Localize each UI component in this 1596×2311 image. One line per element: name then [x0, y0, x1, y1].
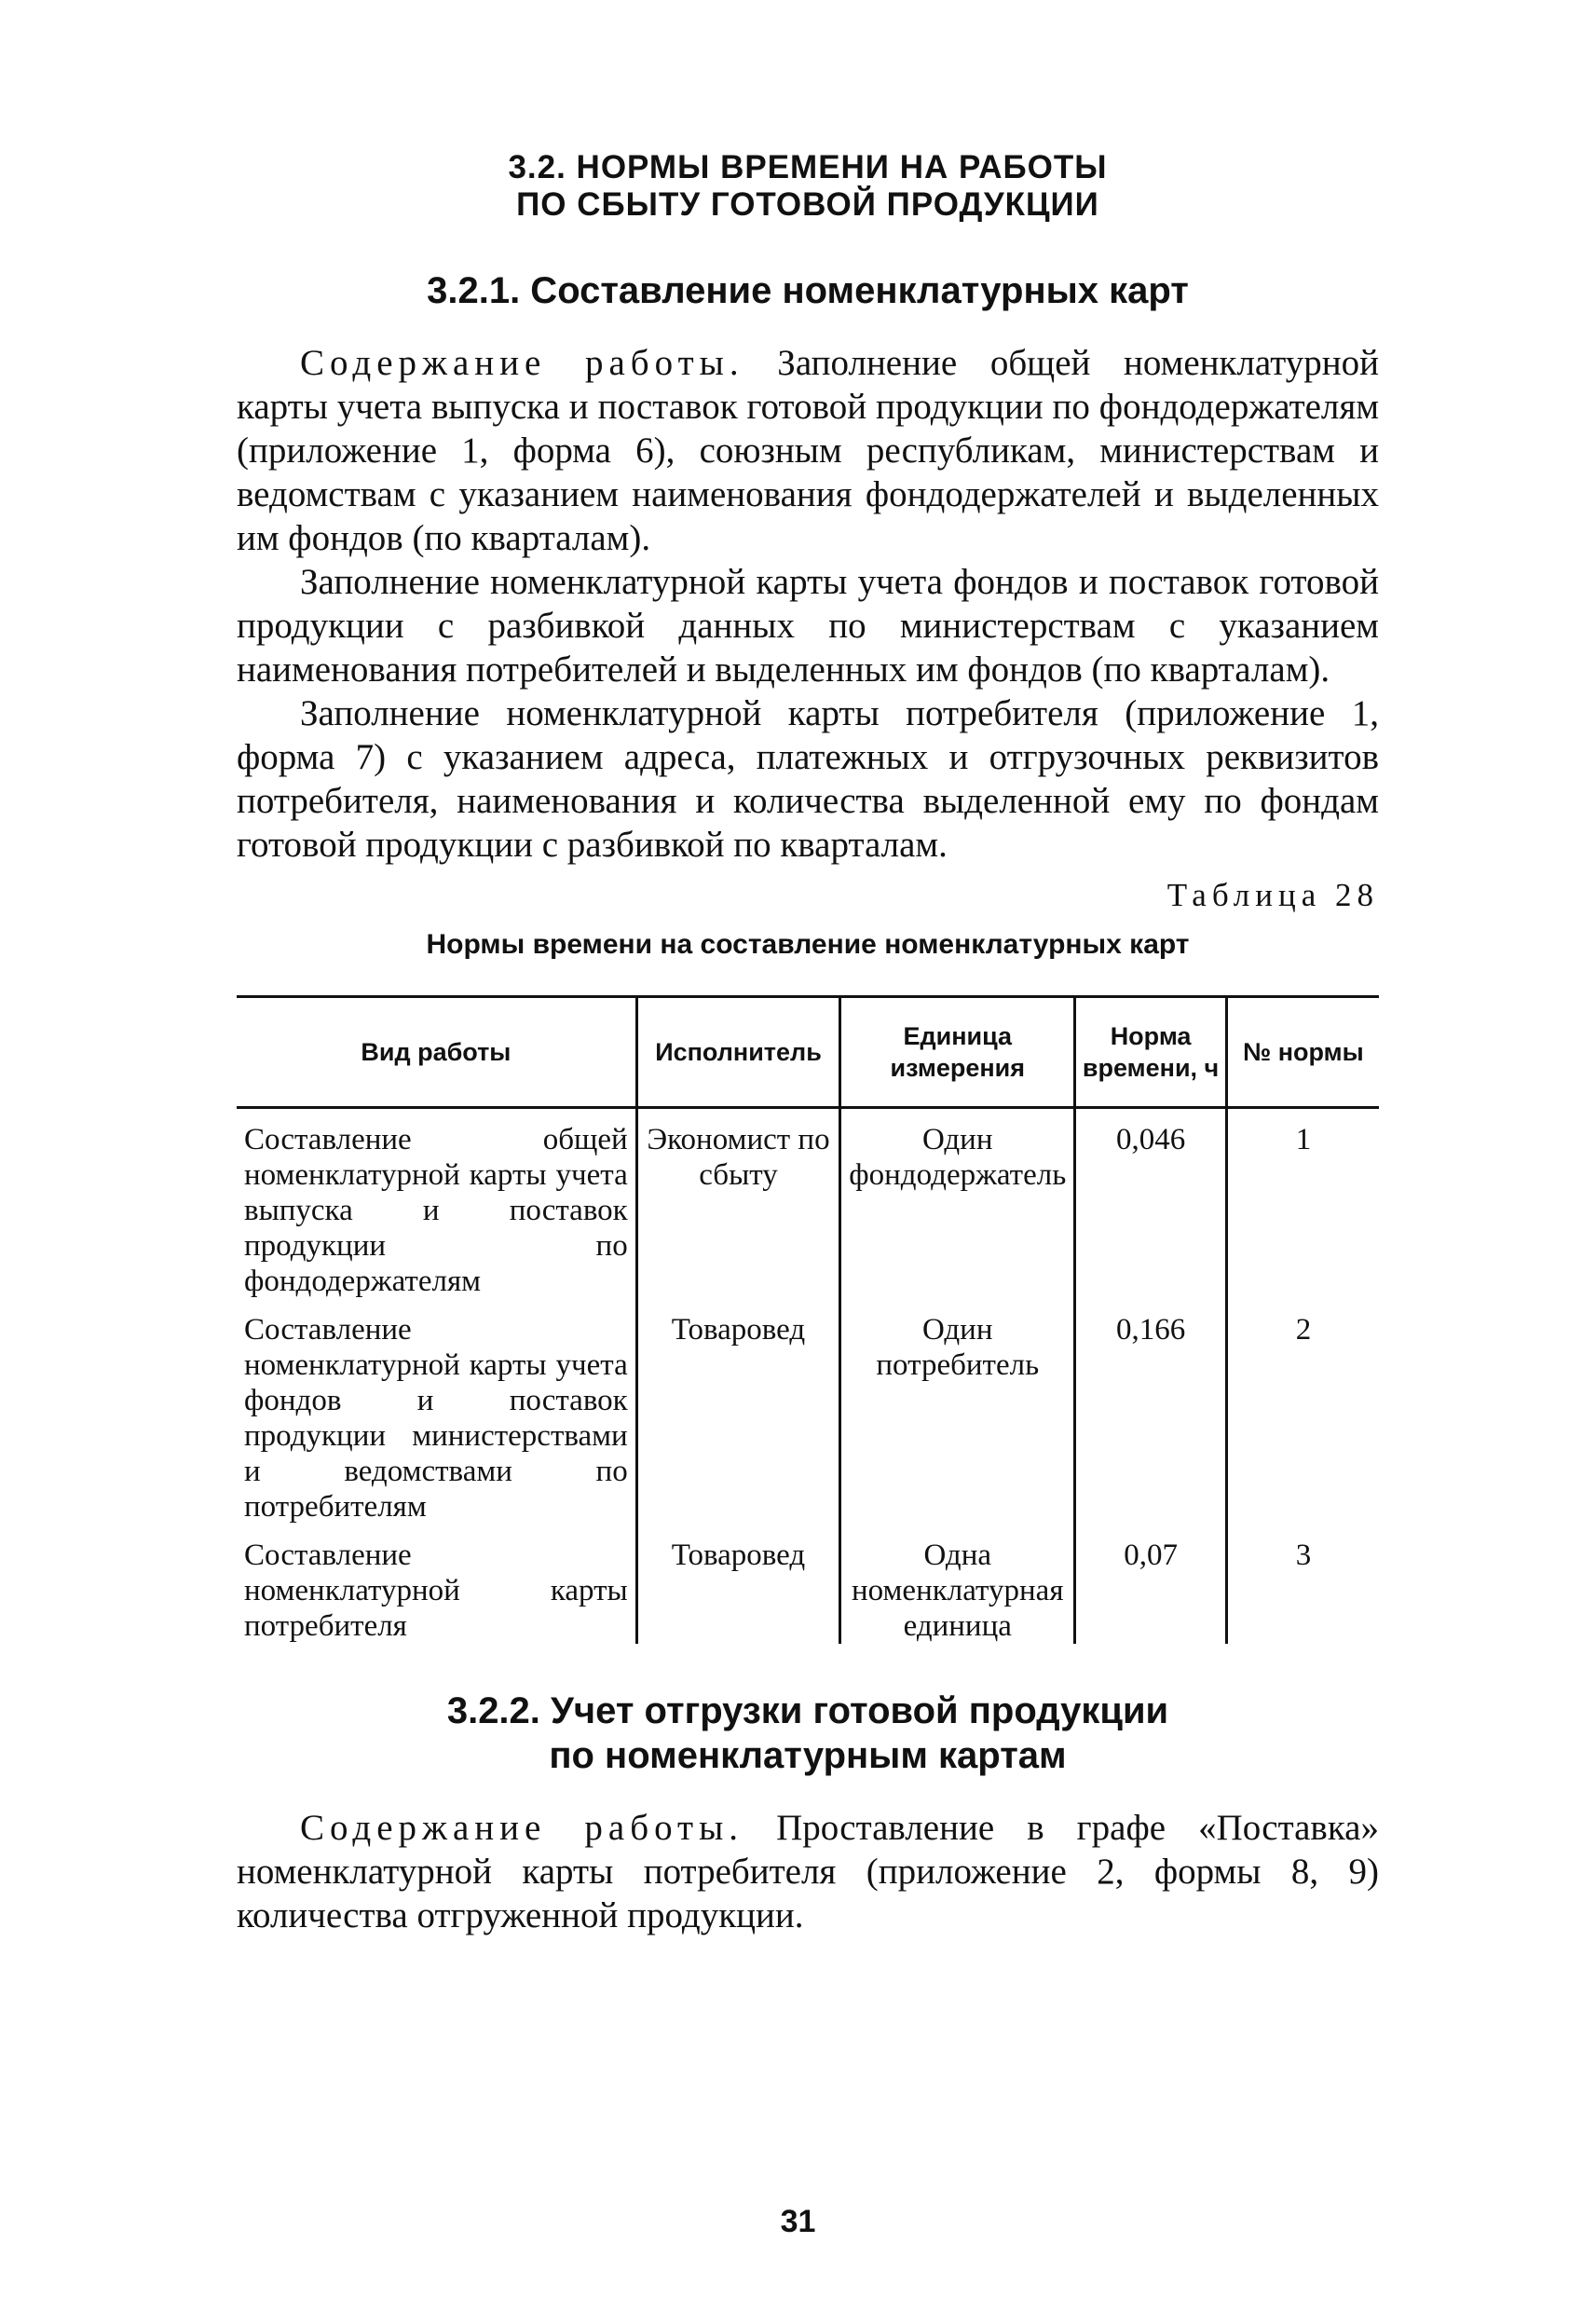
table-number: Таблица 28: [1166, 877, 1379, 913]
table-row: [237, 1108, 1379, 1300]
paragraph-3: Заполнение номенклатурной карты потребителя (приложение 1, форма 7) с указанием адреса, платежных и отгрузочных реквизитов потребителя, наименования и количества выделенной ему по фондам готовой продукции с разбивкой по кварталам.: [237, 693, 1379, 865]
cell-unit: Одна номенклатурная единица: [840, 1525, 1075, 1644]
header-unit: Единица измерения: [840, 997, 1075, 1108]
cell-unit: Один потребитель: [840, 1299, 1075, 1525]
norms-table: [237, 995, 1379, 1644]
header-performer: Исполнитель: [636, 997, 840, 1108]
section-title-line1: 3.2. НОРМЫ ВРЕМЕНИ НА РАБОТЫ: [508, 149, 1108, 185]
table-header-row: [237, 997, 1379, 1108]
paragraph-1-text: Заполнение общей номенклатурной карты учета выпуска и поставок готовой продукции по фондодержателям (приложение 1, форма 6), союзным республикам, министерствам и ведомствам с указанием наименования фондодержателей и выделенных им фондов (по кварталам).: [237, 343, 1379, 558]
header-time-norm: Норма времени, ч: [1075, 997, 1227, 1108]
header-norm-number: № нормы: [1226, 997, 1379, 1108]
cell-work-type: Составление общей номенклатурной карты учета выпуска и поставок продукции по фондодержателям: [244, 1123, 628, 1298]
cell-work-type: Составление номенклатурной карты потребителя: [244, 1538, 628, 1643]
subsection-title-2: [237, 1689, 1379, 1778]
cell-unit: Один фондодержатель: [840, 1108, 1075, 1300]
table-row: [237, 1299, 1379, 1525]
table-title: Нормы времени на составление номенклатурных карт: [426, 929, 1190, 960]
subsection-title-1: 3.2.1. Составление номенклатурных карт: [427, 270, 1189, 311]
table-row: [237, 1525, 1379, 1644]
page-number: 31: [780, 2204, 816, 2239]
cell-norm-number: 1: [1226, 1108, 1379, 1300]
paragraph-4: [237, 1806, 1379, 1937]
subsection-title-2-line1: 3.2.2. Учет отгрузки готовой продукции: [446, 1690, 1169, 1731]
cell-time-norm: 0,07: [1075, 1525, 1227, 1644]
cell-norm-number: 2: [1226, 1299, 1379, 1525]
paragraph-1: [237, 341, 1379, 560]
cell-performer: Экономист по сбыту: [636, 1108, 840, 1300]
cell-time-norm: 0,046: [1075, 1108, 1227, 1300]
cell-time-norm: 0,166: [1075, 1299, 1227, 1525]
paragraph-2: Заполнение номенклатурной карты учета фондов и поставок готовой продукции с разбивкой данных по министерствам с указанием наименования потребителей и выделенных им фондов (по кварталам).: [237, 562, 1379, 690]
cell-work-type: Составление номенклатурной карты учета фондов и поставок продукции министерствами и ведомствами по потребителям: [244, 1313, 628, 1524]
lead-text: Содержание работы.: [300, 1808, 744, 1848]
document-page: [237, 149, 1379, 1937]
cell-performer: Товаровед: [636, 1299, 840, 1525]
lead-text: Содержание работы.: [300, 343, 744, 383]
cell-performer: Товаровед: [636, 1525, 840, 1644]
paragraph-4-text: Проставление в графе «Поставка» номенклатурной карты потребителя (приложение 2, формы 8, 9) количества отгруженной продукции.: [237, 1808, 1379, 1935]
cell-norm-number: 3: [1226, 1525, 1379, 1644]
subsection-title-2-line2: по номенклатурным картам: [549, 1735, 1067, 1776]
section-title-line2: ПО СБЫТУ ГОТОВОЙ ПРОДУКЦИИ: [516, 186, 1099, 223]
header-work-type: Вид работы: [237, 997, 636, 1108]
section-title: [237, 149, 1379, 224]
